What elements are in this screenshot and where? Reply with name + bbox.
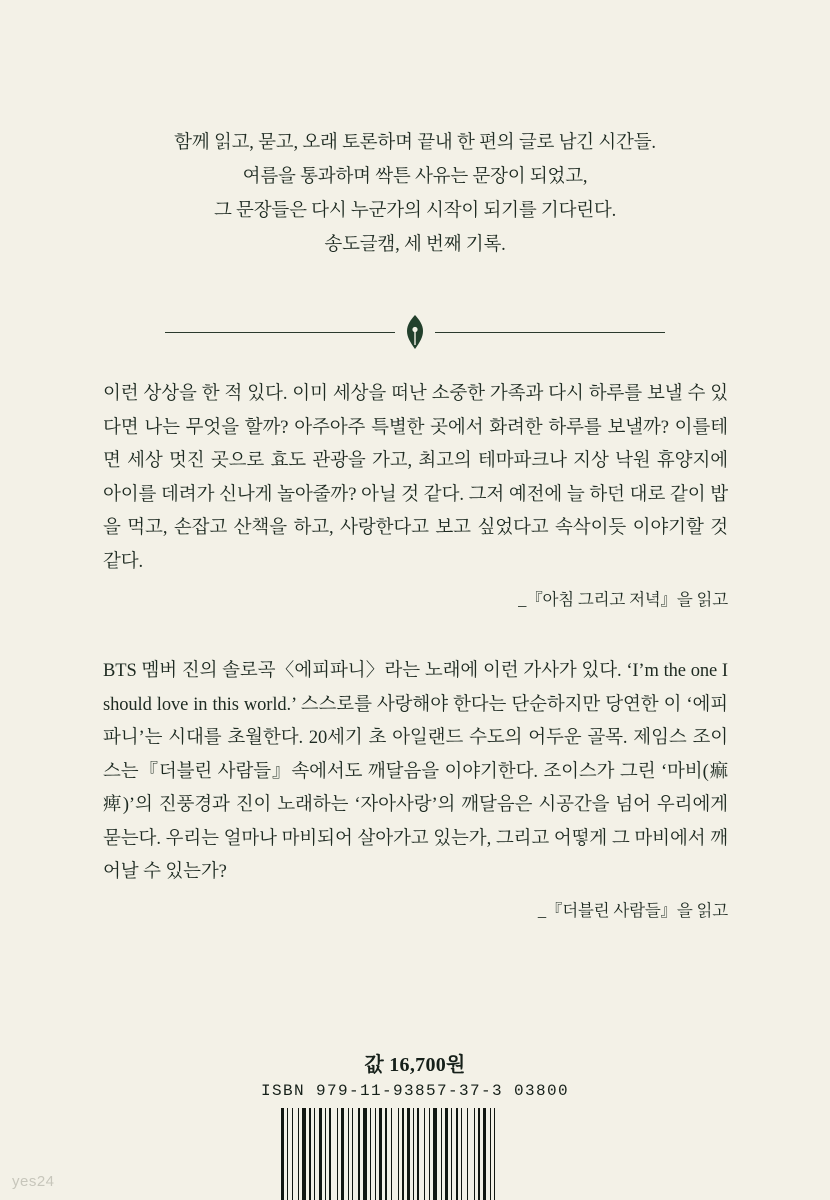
barcode-bar xyxy=(391,1108,392,1200)
barcode-bar xyxy=(405,1108,406,1200)
passage-source-1: _『아침 그리고 저녁』을 읽고 xyxy=(518,590,728,609)
epigraph-line-2: 여름을 통과하며 싹튼 사유는 문장이 되었고, xyxy=(242,167,588,187)
barcode-bar xyxy=(337,1108,338,1200)
barcode-bar xyxy=(476,1108,477,1200)
barcode-bar xyxy=(314,1108,315,1200)
barcode-bar xyxy=(451,1108,452,1200)
fountain-pen-nib-icon xyxy=(395,315,435,349)
barcode-bar xyxy=(453,1108,455,1200)
barcode-bar xyxy=(319,1108,322,1200)
barcode-bar xyxy=(348,1108,349,1200)
barcode-bar xyxy=(429,1108,430,1200)
barcode-bar xyxy=(289,1108,291,1200)
barcode-bar xyxy=(494,1108,495,1200)
barcode-bar xyxy=(285,1108,286,1200)
barcode-bar xyxy=(490,1108,491,1200)
barcode xyxy=(281,1108,549,1200)
barcode-bar xyxy=(379,1108,382,1200)
barcode-bar xyxy=(352,1108,353,1200)
price-label: 값 16,700원 xyxy=(364,1054,466,1076)
barcode-bar xyxy=(407,1108,410,1200)
passage-body-2: BTS 멤버 진의 솔로곡〈에피파니〉라는 노래에 이런 가사가 있다. ‘I’m the one I should love in this world.’ 스스로를 사랑해야 한다는 단순하지만 당연한 이 ‘에피파니’는 시대를 초월한다. 20세기 초 아일랜드 수도의 어두운 골목. 제임스 조이스는『더블린 사람들』속에서도 깨달음을 이야기한다. 조이스가 그린 ‘마비(痲痺)’의 진풍경과 진이 노래하는 ‘자아사랑’의 깨달음은 시공간을 넘어 우리에게 묻는다. 우리는 얼마나 마비되어 살아가고 있는가, 그리고 어떻게 그 마비에서 깨어날 수 있는가? xyxy=(103,661,728,882)
epigraph-block xyxy=(0,126,830,262)
barcode-bar xyxy=(417,1108,419,1200)
epigraph-line-1: 함께 읽고, 묻고, 오래 토론하며 끝내 한 편의 글로 남긴 시간들. xyxy=(174,133,656,153)
barcode-bar xyxy=(400,1108,401,1200)
barcode-bar xyxy=(481,1108,482,1200)
barcode-bar xyxy=(443,1108,444,1200)
passage-body-1: 이런 상상을 한 적 있다. 이미 세상을 떠난 소중한 가족과 다시 하루를 보낼 수 있다면 나는 무엇을 할까? 아주아주 특별한 곳에서 화려한 하루를 보낼까? 이를테면 세상 멋진 곳으로 효도 관광을 가고, 최고의 테마파크나 지상 낙원 휴양지에 아이를 데려가 신나게 놀아줄까? 아닐 것 같다. 그저 예전에 늘 하던 대로 같이 밥을 먹고, 손잡고 산책을 하고, 사랑한다고 보고 싶었다고 속삭이듯 이야기할 것 같다. xyxy=(103,384,728,572)
barcode-bar xyxy=(483,1108,486,1200)
barcode-bar xyxy=(426,1108,428,1200)
barcode-bar xyxy=(461,1108,462,1200)
divider-rule-right xyxy=(435,332,665,333)
barcode-bar xyxy=(456,1108,458,1200)
barcode-bar xyxy=(354,1108,357,1200)
barcode-bar xyxy=(375,1108,376,1200)
barcode-bar xyxy=(350,1108,351,1200)
section-divider xyxy=(165,312,665,352)
barcode-bar xyxy=(377,1108,378,1200)
barcode-bar xyxy=(438,1108,440,1200)
barcode-bar xyxy=(370,1108,371,1200)
barcode-bar xyxy=(368,1108,369,1200)
barcode-bar xyxy=(474,1108,475,1200)
barcode-bar xyxy=(300,1108,301,1200)
barcode-bar xyxy=(496,1108,498,1200)
barcode-bar xyxy=(393,1108,397,1200)
barcode-bar xyxy=(292,1108,293,1200)
barcode-bar xyxy=(398,1108,399,1200)
barcode-bar xyxy=(307,1108,308,1200)
barcode-bar xyxy=(372,1108,374,1200)
barcode-bar xyxy=(323,1108,324,1200)
watermark: yes24 xyxy=(12,1173,55,1190)
barcode-bar xyxy=(415,1108,416,1200)
barcode-bar xyxy=(312,1108,313,1200)
barcode-bar xyxy=(287,1108,288,1200)
barcode-bar xyxy=(469,1108,473,1200)
barcode-bar xyxy=(385,1108,387,1200)
isbn-label: ISBN 979-11-93857-37-3 03800 xyxy=(260,1082,570,1100)
barcode-bar xyxy=(302,1108,306,1200)
barcode-bar xyxy=(294,1108,297,1200)
barcode-bar xyxy=(339,1108,340,1200)
barcode-bar xyxy=(445,1108,448,1200)
barcode-bar xyxy=(459,1108,460,1200)
barcode-bar xyxy=(413,1108,414,1200)
barcode-bar xyxy=(487,1108,489,1200)
barcode-bar xyxy=(388,1108,390,1200)
barcode-bar xyxy=(363,1108,367,1200)
passage-block-1 xyxy=(103,378,728,617)
epigraph-line-3: 그 문장들은 다시 누군가의 시작이 되기를 기다린다. xyxy=(213,201,617,221)
passage-source-2: _『더블린 사람들』을 읽고 xyxy=(537,900,728,920)
barcode-bar xyxy=(433,1108,437,1200)
barcode-bar xyxy=(325,1108,326,1200)
barcode-bar xyxy=(478,1108,480,1200)
barcode-bar xyxy=(402,1108,404,1200)
barcode-bar xyxy=(431,1108,432,1200)
barcode-bar xyxy=(424,1108,425,1200)
barcode-bar xyxy=(463,1108,466,1200)
barcode-bar xyxy=(467,1108,468,1200)
divider-rule-left xyxy=(165,332,395,333)
barcode-bar xyxy=(361,1108,362,1200)
barcode-bar xyxy=(329,1108,331,1200)
barcode-bar xyxy=(332,1108,336,1200)
barcode-bar xyxy=(383,1108,384,1200)
barcode-bar xyxy=(420,1108,423,1200)
epigraph-line-4: 송도글캠, 세 번째 기록. xyxy=(324,235,506,255)
barcode-bar xyxy=(358,1108,360,1200)
barcode-bar xyxy=(327,1108,328,1200)
passage-block-2 xyxy=(103,655,728,927)
barcode-bar xyxy=(449,1108,450,1200)
barcode-bar xyxy=(298,1108,299,1200)
barcode-bar xyxy=(309,1108,311,1200)
barcode-bar xyxy=(341,1108,344,1200)
barcode-bar xyxy=(441,1108,442,1200)
barcode-bar xyxy=(411,1108,412,1200)
barcode-bar xyxy=(345,1108,347,1200)
barcode-bar xyxy=(281,1108,284,1200)
barcode-bar xyxy=(316,1108,318,1200)
barcode-bar xyxy=(492,1108,493,1200)
